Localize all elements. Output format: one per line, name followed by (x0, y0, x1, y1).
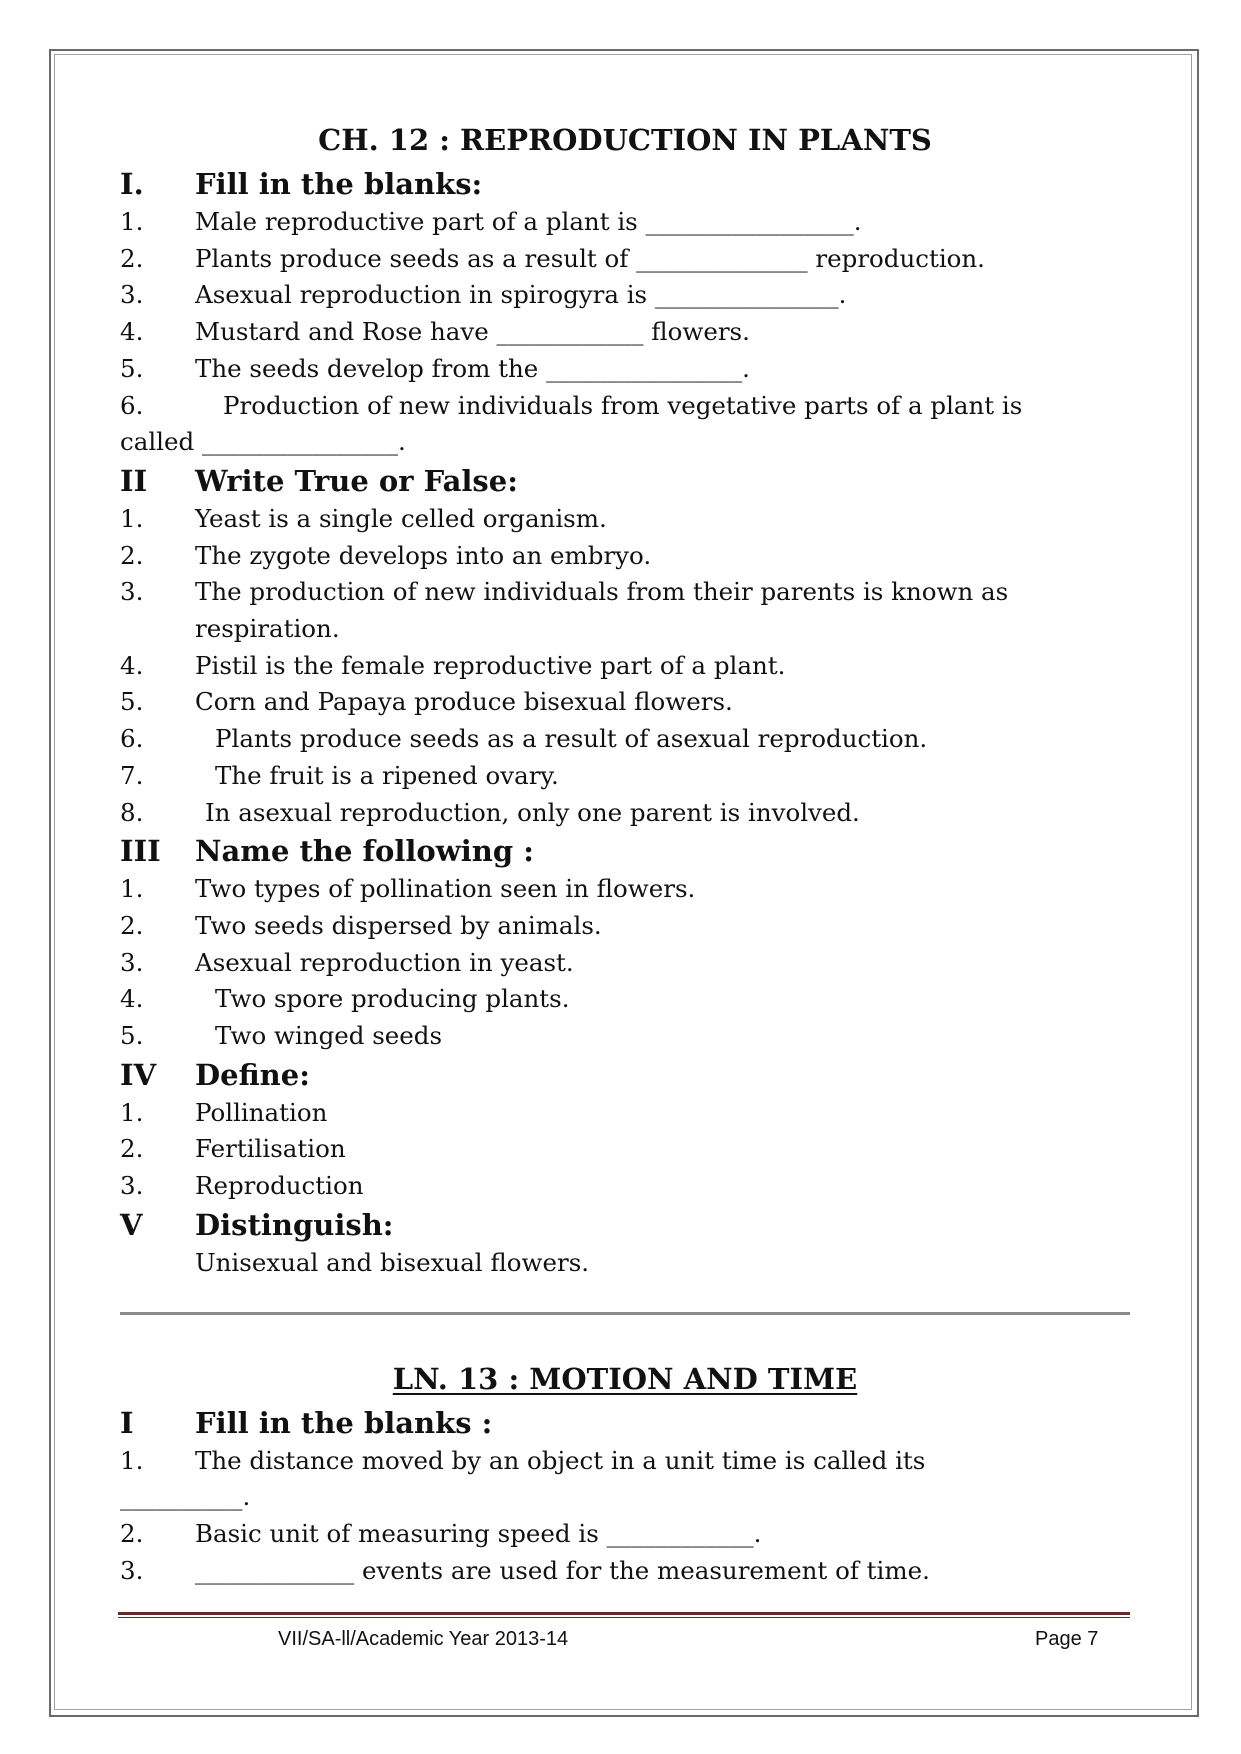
question-text: Two winged seeds (215, 1021, 443, 1051)
section-number: I (120, 1405, 134, 1440)
section-title: Name the following : (195, 834, 534, 869)
question-number: 2. (120, 1134, 144, 1164)
question-item (120, 795, 1130, 832)
question-text: Yeast is a single celled organism. (195, 503, 607, 533)
question-number: 1. (120, 503, 144, 533)
section-title: Fill in the blanks: (195, 167, 483, 201)
question-item (120, 1443, 1130, 1480)
question-text: Asexual reproduction in spirogyra is _______________. (195, 280, 847, 310)
section-title: Write True or False: (195, 463, 518, 498)
question-item (120, 981, 1130, 1018)
question-number: 3. (120, 577, 144, 607)
chapter-12-title: CH. 12 : REPRODUCTION IN PLANTS (318, 123, 932, 157)
question-text: Plants produce seeds as a result of ______________ reproduction. (195, 243, 985, 273)
question-item (120, 1131, 1130, 1168)
page-number: Page 7 (1035, 1628, 1099, 1650)
question-number: 7. (120, 760, 144, 790)
question-item (120, 501, 1130, 538)
section-number: II (120, 463, 148, 498)
section-heading (120, 1055, 1130, 1095)
section-divider (120, 1312, 1130, 1315)
question-number: 1. (120, 1097, 144, 1127)
question-text: The fruit is a ripened ovary. (215, 760, 559, 790)
question-text: Reproduction (195, 1171, 364, 1201)
question-item (120, 871, 1130, 908)
question-number: 4. (120, 984, 144, 1014)
section-heading (120, 461, 1130, 501)
question-item (120, 1095, 1130, 1132)
question-text: The production of new individuals from their parents is known as respiration. (195, 577, 1009, 644)
question-text: Unisexual and bisexual flowers. (195, 1247, 590, 1277)
question-number: 3. (120, 1555, 144, 1585)
question-item (120, 538, 1130, 575)
section-heading (120, 1403, 1130, 1443)
question-text: Corn and Papaya produce bisexual flowers. (195, 687, 733, 717)
question-number: 3. (120, 280, 144, 310)
question-continuation: __________. (120, 1482, 251, 1512)
section-number: V (120, 1207, 143, 1242)
question-text: In asexual reproduction, only one parent is involved. (205, 797, 860, 827)
question-item (120, 351, 1130, 388)
question-item (120, 1516, 1130, 1553)
section-number: IV (120, 1057, 157, 1092)
question-item (120, 1018, 1130, 1055)
question-number: 4. (120, 317, 144, 347)
question-text: Pistil is the female reproductive part of a plant. (195, 650, 786, 680)
question-item (120, 648, 1130, 685)
question-text: Pollination (195, 1097, 328, 1127)
question-text: The zygote develops into an embryo. (195, 540, 652, 570)
question-text: Mustard and Rose have ____________ flowers. (195, 317, 750, 347)
question-number: 4. (120, 650, 144, 680)
question-number: 8. (120, 797, 144, 827)
question-text: Asexual reproduction in yeast. (195, 947, 574, 977)
question-number: 2. (120, 243, 144, 273)
question-item (120, 758, 1130, 795)
question-item (120, 684, 1130, 721)
section-heading (120, 831, 1130, 871)
section-title: Fill in the blanks : (195, 1405, 493, 1440)
question-number: 5. (120, 353, 144, 383)
question-text: Two spore producing plants. (215, 984, 570, 1014)
question-number: 2. (120, 1518, 144, 1548)
question-number: 6. (120, 390, 144, 420)
question-item (120, 721, 1130, 758)
question-text: Plants produce seeds as a result of asexual reproduction. (215, 724, 928, 754)
question-number: 2. (120, 540, 144, 570)
question-text: Production of new individuals from vegetative parts of a plant is (223, 390, 1023, 420)
lesson-13-title: LN. 13 : MOTION AND TIME (392, 1361, 858, 1396)
question-number: 1. (120, 207, 144, 236)
footer-rule (118, 1612, 1130, 1618)
question-number: 3. (120, 947, 144, 977)
question-item (120, 388, 1130, 425)
question-item (120, 908, 1130, 945)
question-text: The seeds develop from the ________________. (195, 353, 750, 383)
section-number: III (120, 834, 161, 869)
question-number: 1. (120, 874, 144, 904)
section-heading (120, 164, 1130, 204)
question-item (120, 277, 1130, 314)
question-text: Fertilisation (195, 1134, 346, 1164)
section-heading (120, 1205, 1130, 1245)
question-item (120, 1168, 1130, 1205)
question-text: _____________ events are used for the measurement of time. (195, 1555, 930, 1585)
question-continuation: called ________________. (120, 427, 406, 457)
question-number: 1. (120, 1445, 144, 1475)
question-item (120, 241, 1130, 278)
question-item (120, 574, 1130, 647)
question-number: 2. (120, 910, 144, 940)
question-text: Basic unit of measuring speed is ____________. (195, 1518, 762, 1548)
question-item (120, 314, 1130, 351)
question-item (120, 1553, 1130, 1590)
question-number: 5. (120, 687, 144, 717)
question-text: The distance moved by an object in a unit time is called its (195, 1445, 926, 1475)
question-text: Male reproductive part of a plant is _________________. (195, 207, 862, 236)
footer-course-info: VII/SA-ll/Academic Year 2013-14 (278, 1628, 569, 1650)
question-text: Two types of pollination seen in flowers. (195, 874, 696, 904)
page-content (120, 120, 1130, 1589)
section-title: Define: (195, 1057, 310, 1092)
section-title: Distinguish: (195, 1207, 394, 1242)
question-number: 6. (120, 724, 144, 754)
question-number: 3. (120, 1171, 144, 1201)
section-number: I. (120, 167, 144, 201)
question-item (120, 204, 1130, 241)
question-text: Two seeds dispersed by animals. (195, 910, 602, 940)
question-number: 5. (120, 1021, 144, 1051)
question-item (120, 945, 1130, 982)
